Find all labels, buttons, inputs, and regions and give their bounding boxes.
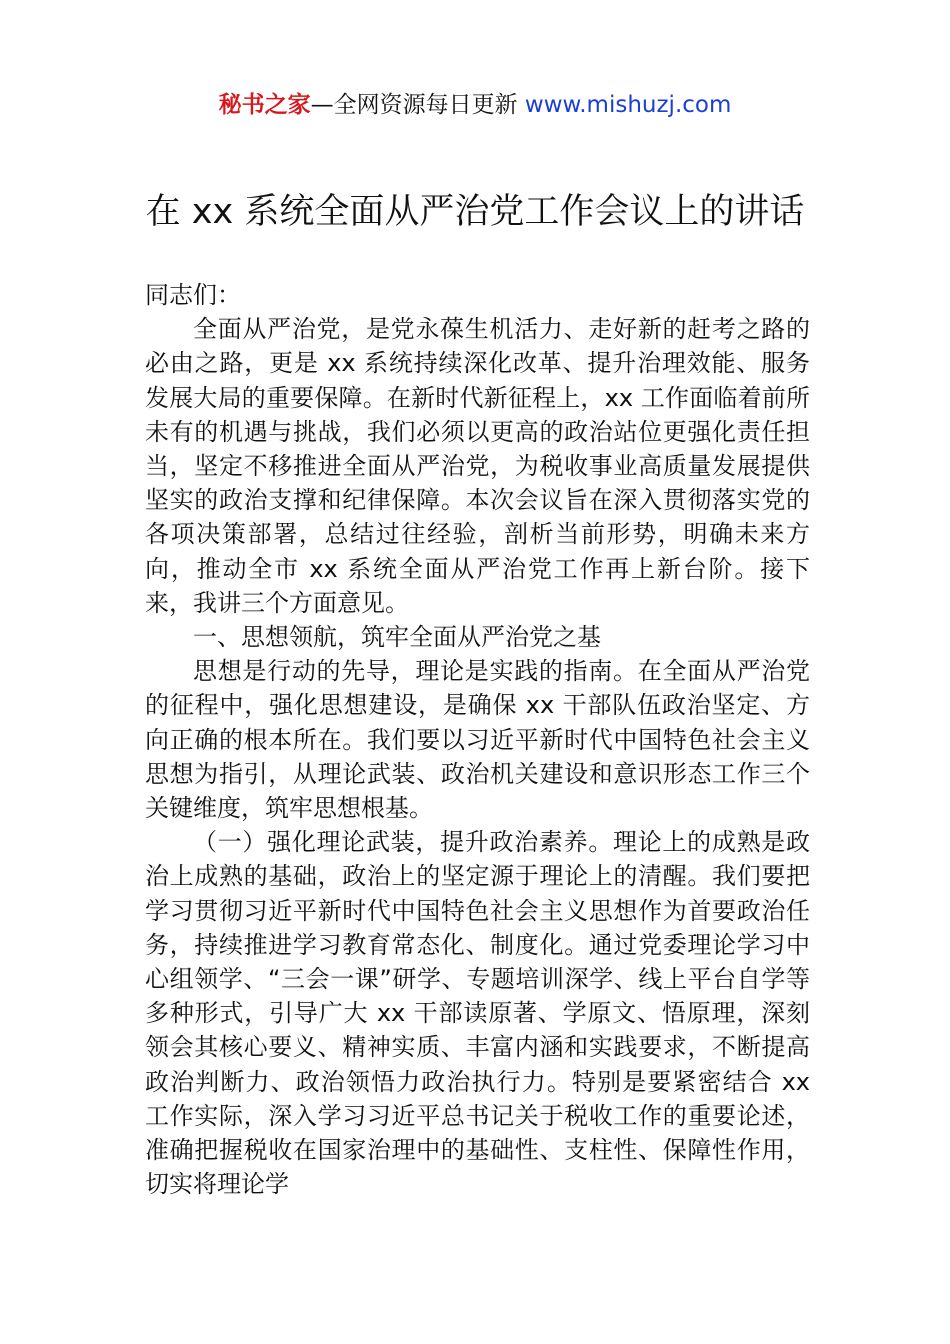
section-heading-1: 一、思想领航，筑牢全面从严治党之基 <box>193 623 601 652</box>
paragraph-intro: 全面从严治党，是党永葆生机活力、走好新的赶考之路的必由之路，更是 xx 系统持续深化改革、提升治理效能、服务发展大局的重要保障。在新时代新征程上，xx 工作面临着前所未有的机遇与挑战，我们必须以更高的政治站位更强化责任担当，坚定不移推进全面从严治党，为税收事业高质量发展提供坚实的政治支撑和纪律保障。本次会议旨在深入贯彻落实党的各项决策部署，总结过往经验，剖析当前形势，明确未来方向，推动全市 xx 系统全面从严治党工作再上新台阶。接下来，我讲三个方面意见。 <box>145 315 810 617</box>
document-title: 在 xx 系统全面从严治党工作会议上的讲话 <box>145 192 805 232</box>
paragraph-section-1: 思想是行动的先导，理论是实践的指南。在全面从严治党的征程中，强化思想建设，是确保 xx 干部队伍政治坚定、方向正确的根本所在。我们要以习近平新时代中国特色社会主义思想为指引，从理论武装、政治机关建设和意识形态工作三个关键维度，筑牢思想根基。 <box>145 657 810 823</box>
document-body <box>145 278 810 1201</box>
paragraph-subsection-1: （一）强化理论武装，提升政治素养。理论上的成熟是政治上成熟的基础，政治上的坚定源于理论上的清醒。我们要把学习贯彻习近平新时代中国特色社会主义思想作为首要政治任务，持续推进学习教育常态化、制度化。通过党委理论学习中心组领学、“三会一课”研学、专题培训深学、线上平台自学等多种形式，引导广大 xx 干部读原著、学原文、悟原理，深刻领会其核心要义、精神实质、丰富内涵和实践要求，不断提高政治判断力、政治领悟力政治执行力。特别是要紧密结合 xx 工作实际，深入学习习近平总书记关于税收工作的重要论述，准确把握税收在国家治理中的基础性、支柱性、保障性作用，切实将理论学 <box>145 828 810 1199</box>
salutation: 同志们： <box>145 281 241 309</box>
site-header <box>0 88 950 122</box>
header-tagline: —全网资源每日更新 <box>310 92 525 118</box>
brand-name: 秘书之家 <box>218 92 311 118</box>
site-url-link[interactable]: www.mishuzj.com <box>524 92 732 118</box>
